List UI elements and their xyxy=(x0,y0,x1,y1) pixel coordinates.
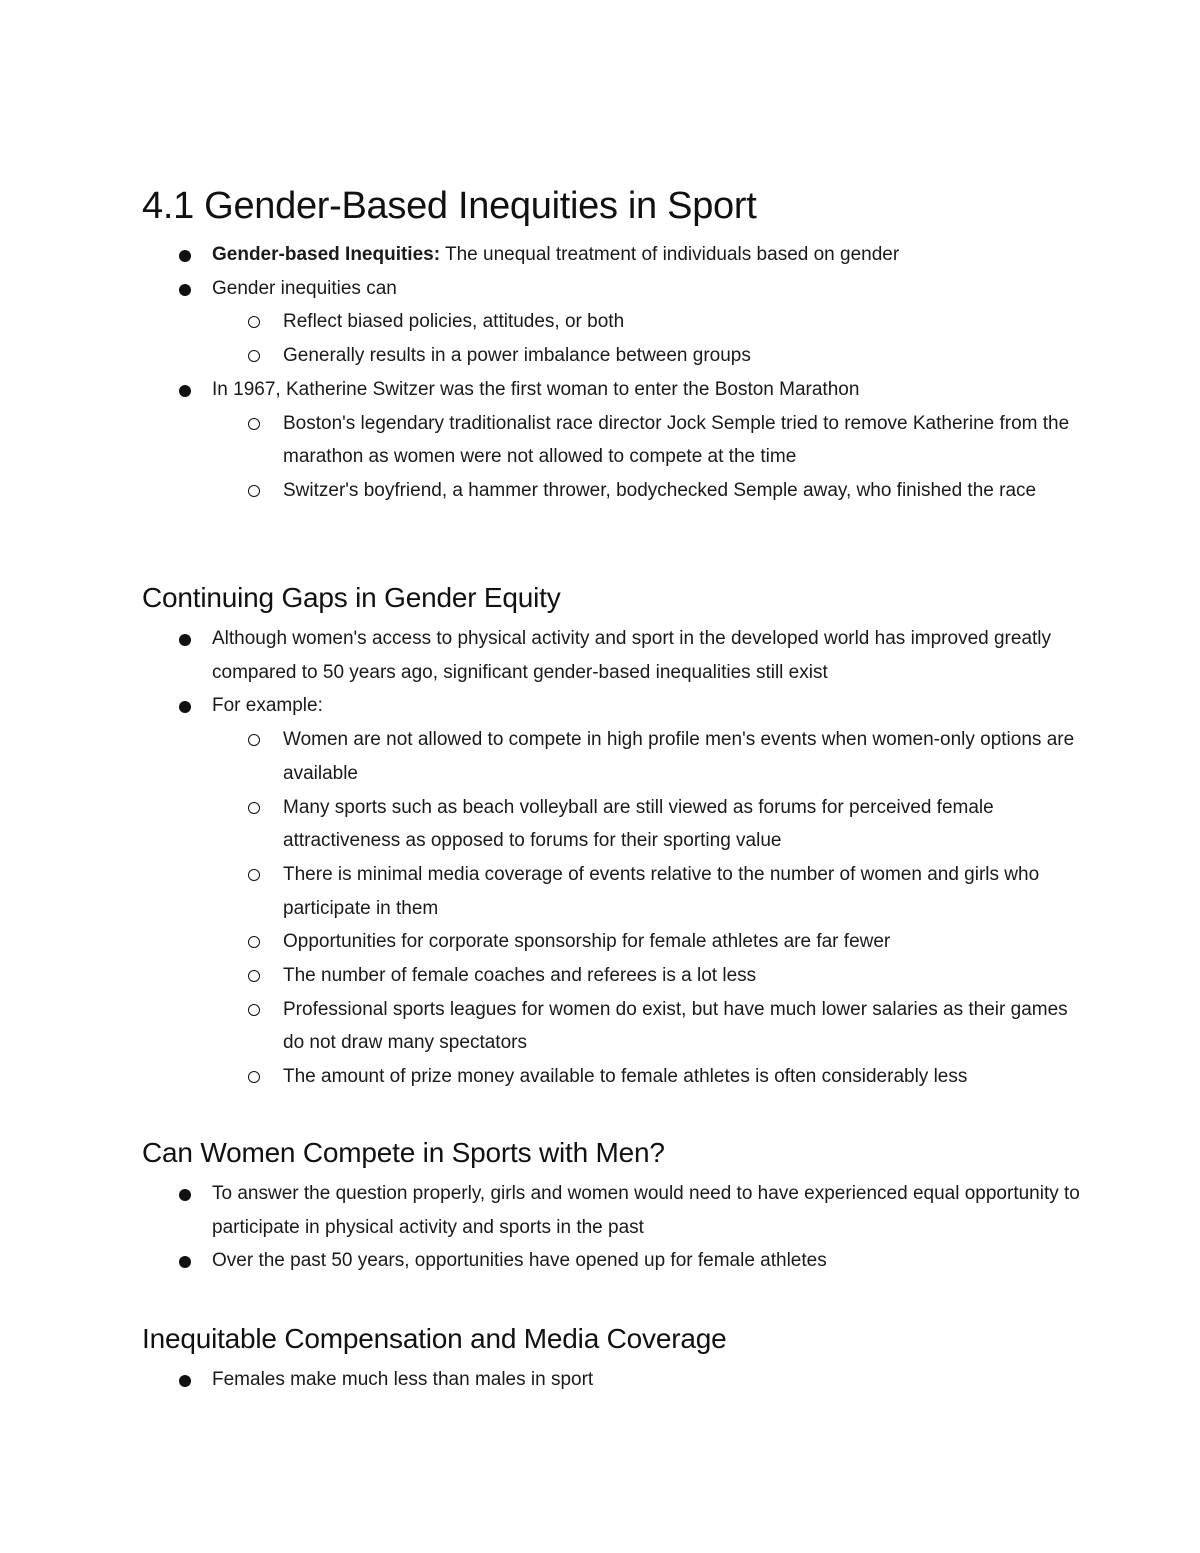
page-title: 4.1 Gender-Based Inequities in Sport xyxy=(142,185,757,227)
filled-bullet-icon xyxy=(179,634,191,646)
list-item-text: Gender inequities can xyxy=(212,277,397,299)
sub-list-item-text: Switzer's boyfriend, a hammer thrower, bodychecked Semple away, who finished the race xyxy=(283,479,1037,501)
filled-bullet-icon xyxy=(179,250,191,262)
hollow-bullet-icon xyxy=(248,418,260,430)
sub-list-item xyxy=(142,925,1082,959)
section-heading: Inequitable Compensation and Media Coverage xyxy=(142,1323,727,1354)
bullet-list xyxy=(142,622,1082,1094)
sub-list-item xyxy=(142,993,1082,1060)
list-item xyxy=(142,1244,1082,1278)
hollow-bullet-icon xyxy=(248,350,260,362)
list-item-text: Females make much less than males in sport xyxy=(212,1369,594,1390)
filled-bullet-icon xyxy=(179,1256,191,1268)
list-item-text: To answer the question properly, girls and women would need to have experienced equal opportunity to participate in physical activity and sports in the past xyxy=(212,1183,1080,1238)
sub-list-item-text: Generally results in a power imbalance between groups xyxy=(283,345,751,367)
sub-list-item-text: Reflect biased policies, attitudes, or both xyxy=(283,311,625,333)
list-item xyxy=(142,1363,1082,1397)
sub-list-item-text: There is minimal media coverage of events relative to the number of women and girls who participate in them xyxy=(283,863,1040,919)
bullet-list xyxy=(142,1363,1082,1397)
sub-list-item xyxy=(142,723,1082,790)
filled-bullet-icon xyxy=(179,1189,191,1201)
sub-list-item-text: Many sports such as beach volleyball are still viewed as forums for perceived female attractiveness as opposed to forums for their sporting value xyxy=(283,796,994,852)
section-can-women-compete xyxy=(142,1135,1082,1278)
section-compensation xyxy=(142,1321,1082,1397)
list-item xyxy=(142,689,1082,723)
sub-list-item xyxy=(142,1060,1082,1094)
list-item xyxy=(142,272,1082,306)
filled-bullet-icon xyxy=(179,701,191,713)
hollow-bullet-icon xyxy=(248,1004,260,1016)
sub-list-item-text: Boston's legendary traditionalist race director Jock Semple tried to remove Katherine from the marathon as women were not allowed to compete at the time xyxy=(283,412,1070,468)
definition-text: The unequal treatment of individuals based on gender xyxy=(440,244,900,265)
hollow-bullet-icon xyxy=(248,869,260,881)
section-heading: Continuing Gaps in Gender Equity xyxy=(142,582,561,613)
sub-list-item xyxy=(142,305,1082,339)
hollow-bullet-icon xyxy=(248,970,260,982)
sub-list-item-text: Women are not allowed to compete in high profile men's events when women-only options are available xyxy=(283,729,1075,784)
hollow-bullet-icon xyxy=(248,1071,260,1083)
sub-list-item xyxy=(142,339,1082,373)
filled-bullet-icon xyxy=(179,385,191,397)
section-continuing-gaps xyxy=(142,580,1082,1094)
sub-list-item-text: The number of female coaches and referees is a lot less xyxy=(283,965,757,987)
term-label: Gender-based Inequities: xyxy=(212,244,441,265)
sub-list-item-text: Professional sports leagues for women do exist, but have much lower salaries as their games do not draw many spectators xyxy=(283,998,1068,1054)
hollow-bullet-icon xyxy=(248,802,260,814)
sub-list-item xyxy=(142,474,1082,508)
list-item-text: For example: xyxy=(212,695,323,717)
sub-list-item xyxy=(142,858,1082,925)
sub-list-item xyxy=(142,407,1082,474)
list-item xyxy=(142,238,1082,272)
sub-list-item xyxy=(142,959,1082,993)
list-item xyxy=(142,622,1082,689)
list-item xyxy=(142,373,1082,407)
filled-bullet-icon xyxy=(179,1375,191,1387)
hollow-bullet-icon xyxy=(248,316,260,328)
hollow-bullet-icon xyxy=(248,485,260,497)
hollow-bullet-icon xyxy=(248,734,260,746)
bullet-list xyxy=(142,1177,1082,1278)
sub-list-item xyxy=(142,791,1082,858)
sub-list-item-text: The amount of prize money available to female athletes is often considerably less xyxy=(283,1066,968,1088)
hollow-bullet-icon xyxy=(248,936,260,948)
list-item xyxy=(142,1177,1082,1244)
sub-list-item-text: Opportunities for corporate sponsorship for female athletes are far fewer xyxy=(283,931,891,953)
list-item-text: In 1967, Katherine Switzer was the first woman to enter the Boston Marathon xyxy=(212,378,860,400)
section-heading: Can Women Compete in Sports with Men? xyxy=(142,1137,665,1168)
list-item-text: Although women's access to physical activity and sport in the developed world has improved greatly compared to 50 years ago, significant gender-based inequalities still exist xyxy=(212,628,1052,683)
section-gender-inequities xyxy=(142,184,1082,508)
filled-bullet-icon xyxy=(179,284,191,296)
list-item-text: Over the past 50 years, opportunities have opened up for female athletes xyxy=(212,1250,827,1272)
bullet-list xyxy=(142,238,1082,508)
